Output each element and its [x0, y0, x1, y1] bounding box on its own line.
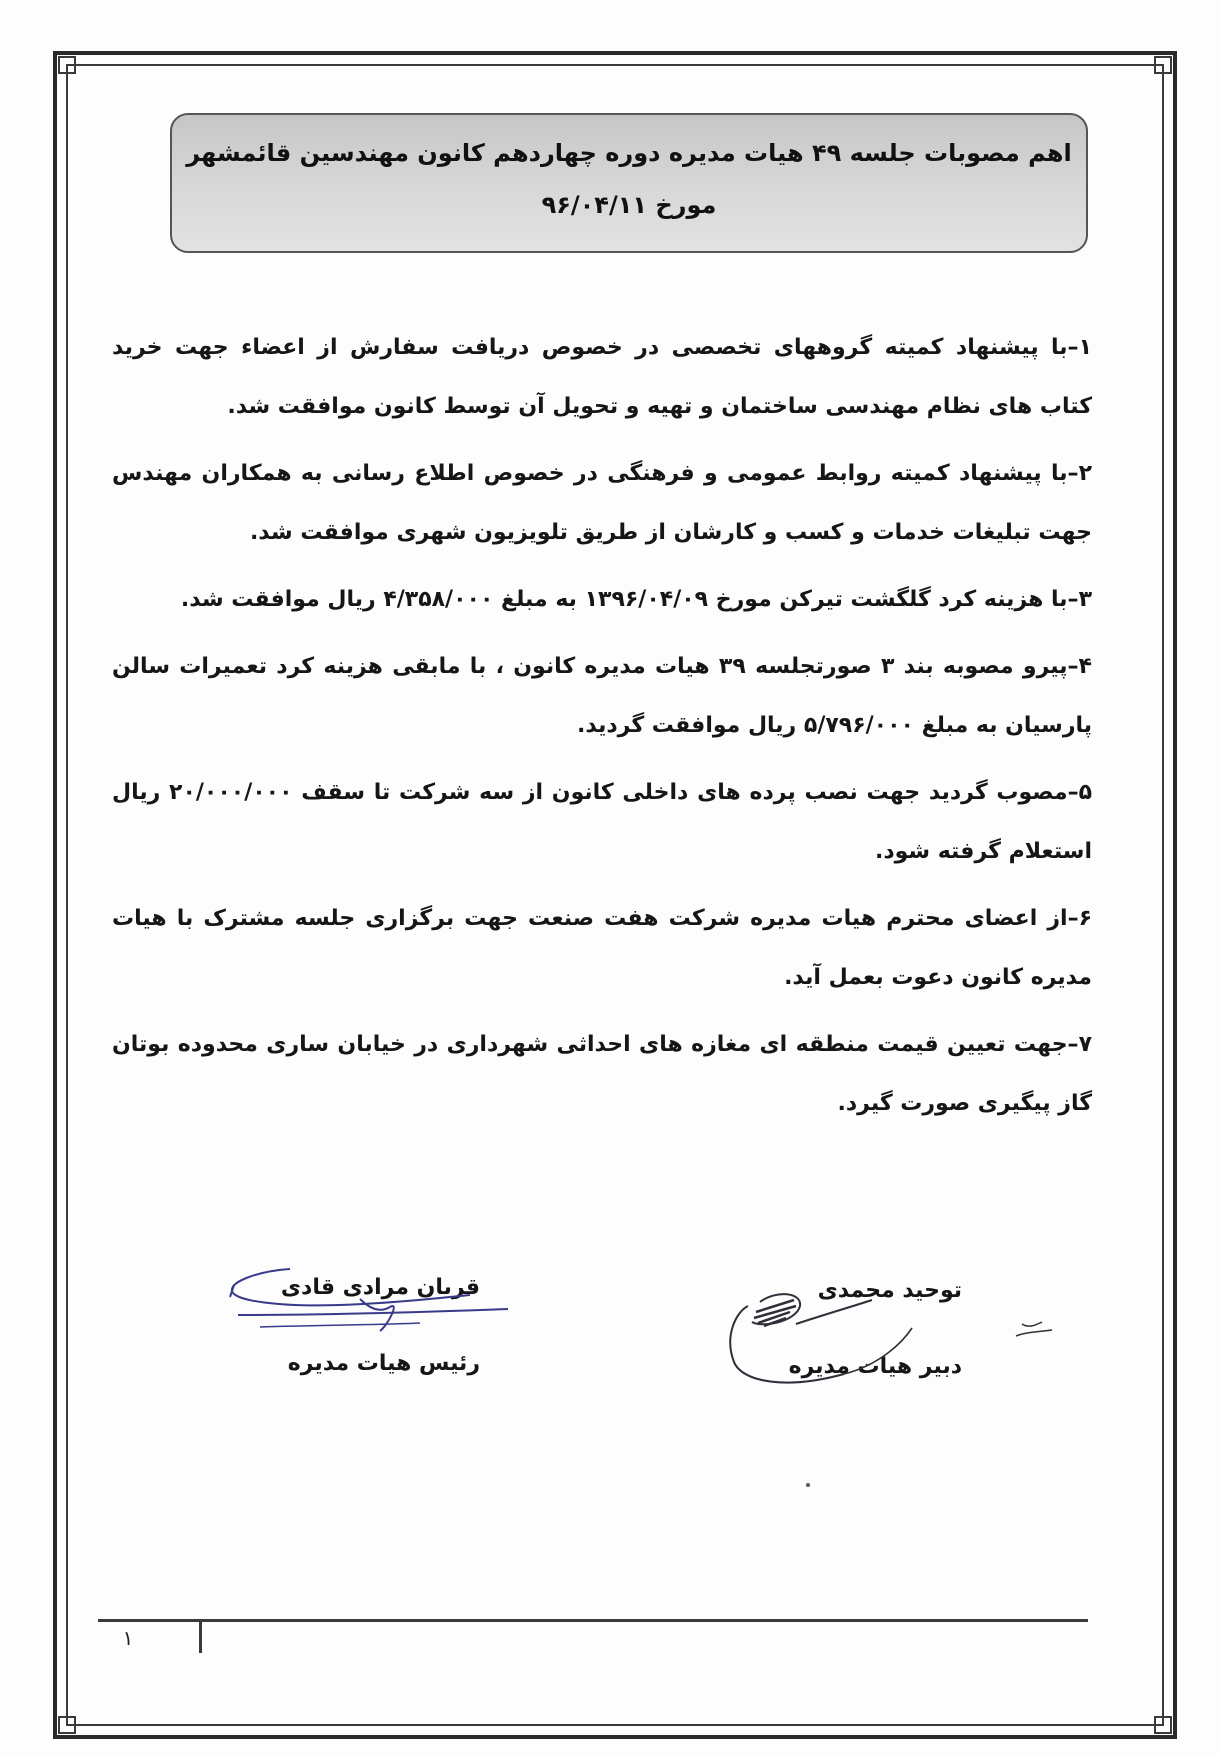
signatory-name-chairman: قربان مرادی قادی	[280, 1275, 480, 1300]
scan-speck	[806, 1483, 810, 1487]
resolution-item-4: ۴–پیرو مصوبه بند ۳ صورتجلسه ۳۹ هیات مدیره کانون ، با مابقی هزینه کرد تعمیرات سالن پارسیان به مبلغ ۵/۷۹۶/۰۰۰ ریال موافقت گردید.	[112, 654, 1092, 738]
header-box	[170, 113, 1088, 253]
handwritten-signature-chairman	[220, 1255, 520, 1355]
signature-block-secretary	[700, 1278, 962, 1388]
resolution-list	[112, 318, 1092, 1141]
document-date: مورخ ۹۶/۰۴/۱۱	[541, 191, 717, 219]
resolution-item-1: ۱–با پیشنهاد کمیته گروههای تخصصی در خصوص دریافت سفارش از اعضاء جهت خرید کتاب های نظام مهندسی ساختمان و تهیه و تحویل آن توسط کانون موافقت شد.	[112, 335, 1092, 419]
signature-block-chairman	[240, 1275, 480, 1385]
border-corner-top-left	[58, 56, 76, 74]
resolution-item-5: ۵–مصوب گردید جهت نصب پرده های داخلی کانون از سه شرکت تا سقف ۲۰/۰۰۰/۰۰۰ ریال استعلام گرفته شود.	[112, 780, 1093, 864]
document-title: اهم مصوبات جلسه ۴۹ هیات مدیره دوره چهاردهم کانون مهندسین قائمشهر	[186, 139, 1072, 167]
signatory-name-secretary: توحید محمدی	[817, 1278, 962, 1303]
handwritten-signature-secretary	[676, 1266, 1056, 1396]
footer-divider-tick	[199, 1619, 202, 1653]
resolution-item-3: ۳–با هزینه کرد گلگشت تیرکن مورخ ۱۳۹۶/۰۴/۰۹ به مبلغ ۴/۳۵۸/۰۰۰ ریال موافقت شد.	[180, 587, 1092, 612]
signatory-role-chairman: رئیس هیات مدیره	[287, 1351, 480, 1376]
resolution-item-2: ۲–با پیشنهاد کمیته روابط عمومی و فرهنگی در خصوص اطلاع رسانی به همکاران مهندس جهت تبلیغات خدمات و کسب و کارشان از طریق تلویزیون شهری موافقت شد.	[112, 461, 1092, 545]
page-number: ۱	[122, 1626, 134, 1650]
resolution-item-7: ۷–جهت تعیین قیمت منطقه ای مغازه های احداثی شهرداری در خیابان ساری محدوده بوتان گاز پیگیری صورت گیرد.	[112, 1032, 1092, 1116]
border-corner-bottom-right	[1154, 1716, 1172, 1734]
resolution-item-6: ۶–از اعضای محترم هیات مدیره شرکت هفت صنعت جهت برگزاری جلسه مشترک با هیات مدیره کانون دعوت بعمل آید.	[112, 906, 1092, 990]
signatory-role-secretary: دبیر هیات مدیره	[788, 1354, 962, 1379]
border-corner-bottom-left	[58, 1716, 76, 1734]
border-corner-top-right	[1154, 56, 1172, 74]
footer-rule	[98, 1619, 1088, 1622]
